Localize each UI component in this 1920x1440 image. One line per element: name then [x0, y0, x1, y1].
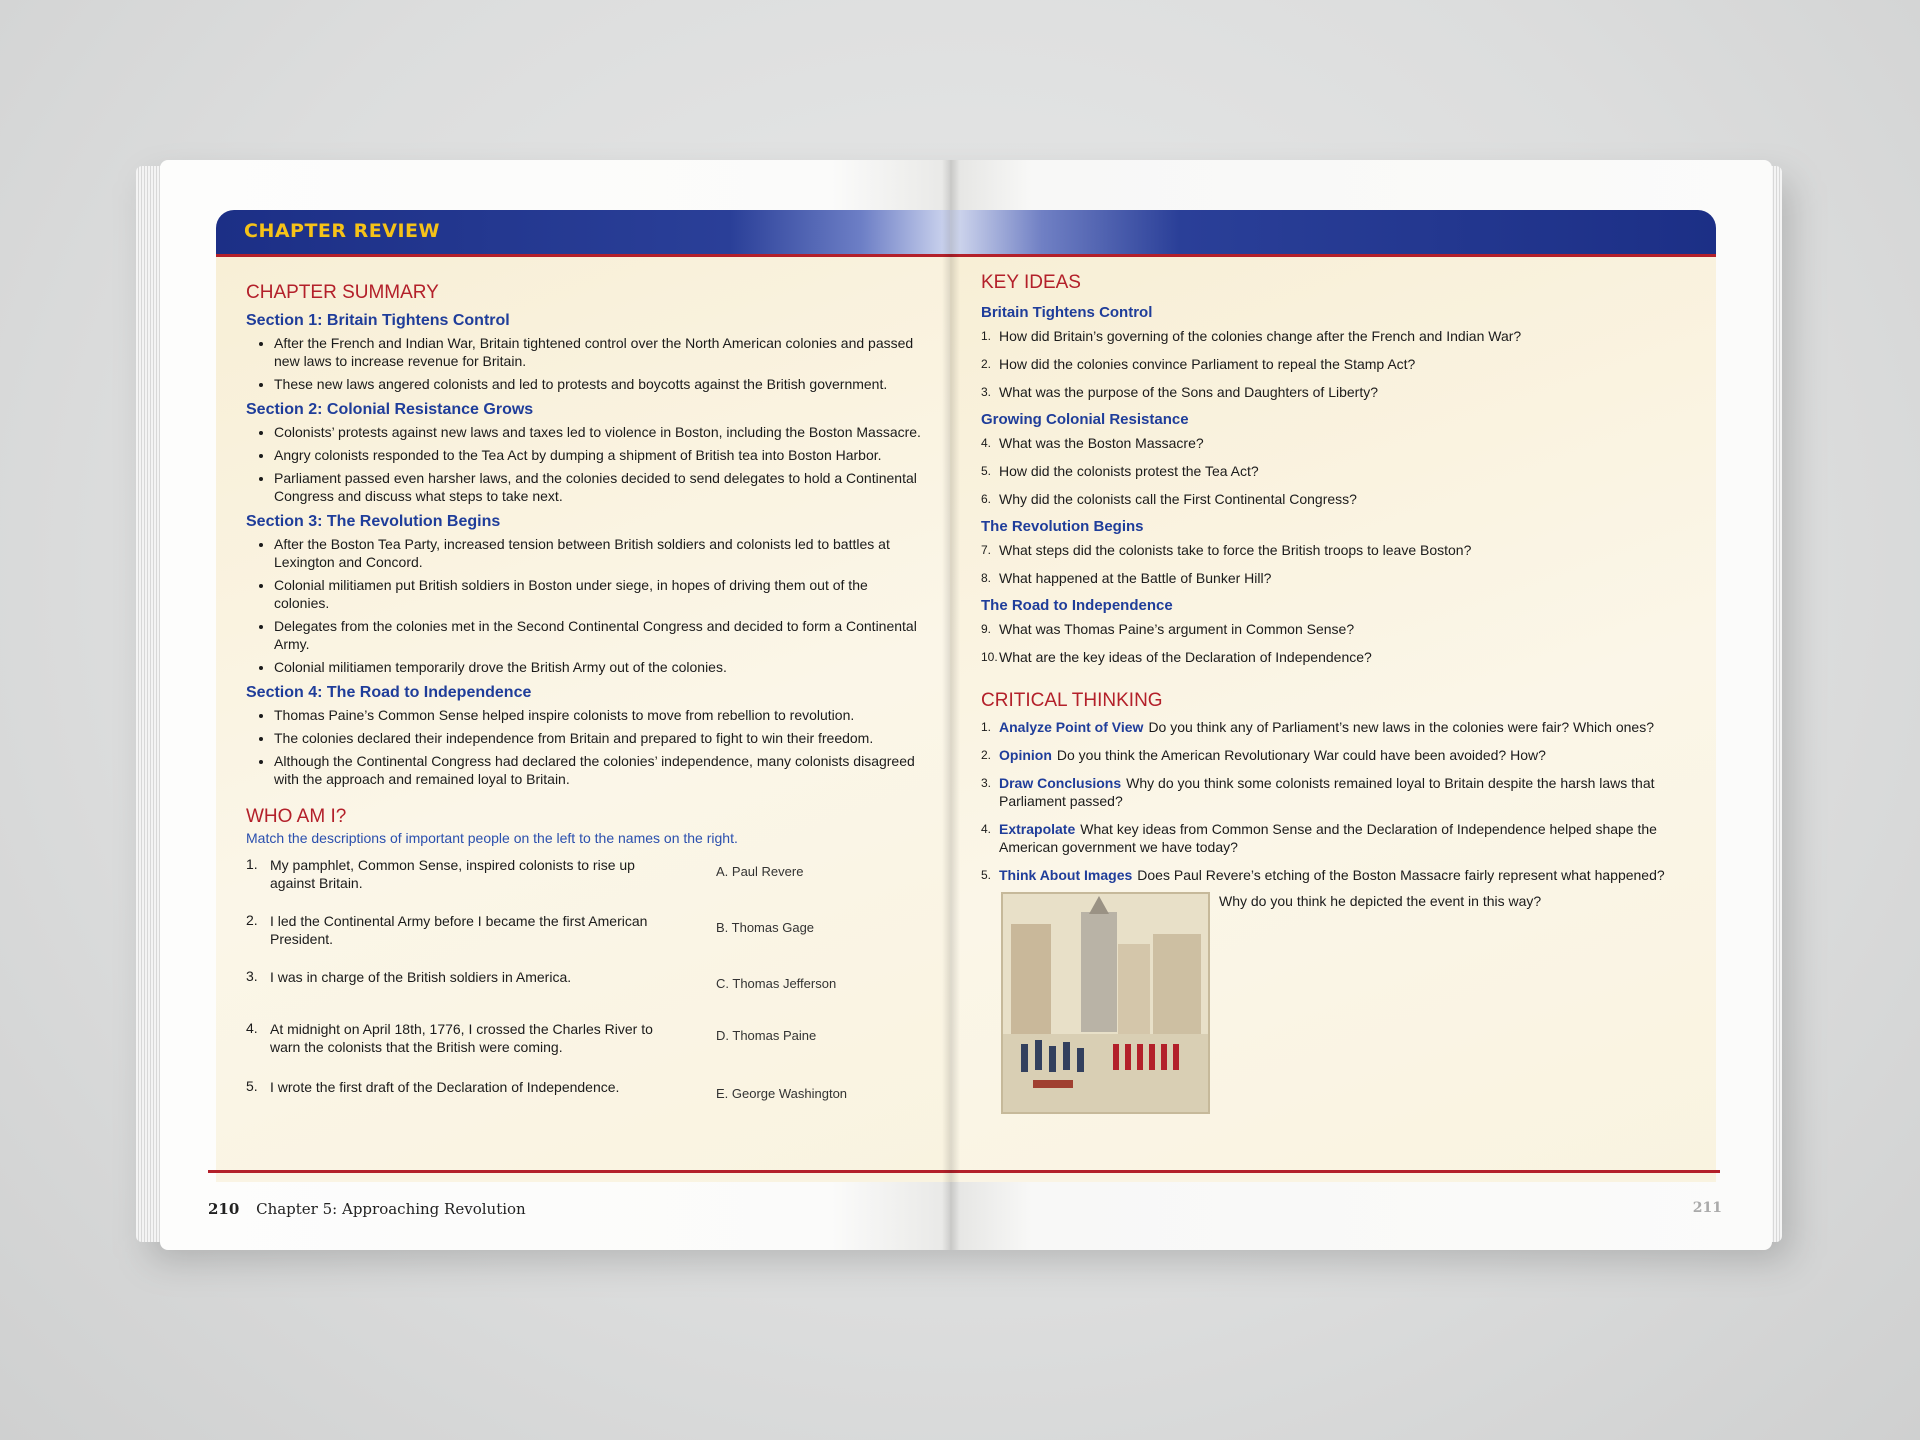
- question-number: 5.: [246, 1078, 258, 1094]
- answer-option: E. George Washington: [716, 1086, 848, 1101]
- question-number: 3.: [246, 968, 258, 984]
- skill-label: Extrapolate: [999, 821, 1076, 837]
- group-title: The Road to Independence: [981, 597, 1173, 614]
- question: [981, 327, 1701, 345]
- question-text: What was the Boston Massacre?: [999, 435, 1204, 451]
- section-title: Section 2: Colonial Resistance Grows: [246, 401, 534, 418]
- question: [981, 355, 1701, 373]
- matching-exercise: [246, 856, 926, 1126]
- answer-option: A. Paul Revere: [716, 864, 804, 879]
- question-text: How did the colonies convince Parliament to repeal the Stamp Act?: [999, 356, 1416, 372]
- bullet-list: [246, 535, 926, 676]
- question-text: Does Paul Revere’s etching of the Boston Massacre fairly represent what happened?: [1137, 867, 1665, 883]
- bullet: • Colonists’ protests against new laws and taxes led to violence in Boston, including the Boston Massacre.: [274, 423, 926, 441]
- question-text: I was in charge of the British soldiers in America.: [270, 969, 572, 985]
- banner-title: CHAPTER REVIEW: [244, 220, 440, 242]
- question-text: Why did the colonists call the First Continental Congress?: [999, 491, 1357, 507]
- question-number: 4.: [981, 822, 992, 836]
- question: [981, 434, 1701, 452]
- bullet: • After the French and Indian War, Britain tightened control over the North American colonies and passed new laws to increase revenue for Britain.: [274, 334, 926, 370]
- question-number: 3.: [981, 776, 992, 790]
- question-number: 3.: [981, 385, 992, 399]
- question: [981, 541, 1701, 559]
- chapter-summary: [246, 282, 926, 1126]
- question-number: 1.: [981, 720, 992, 734]
- bullet: • Delegates from the colonies met in the Second Continental Congress and decided to form a Continental Army.: [274, 617, 926, 653]
- group-title: Growing Colonial Resistance: [981, 411, 1189, 428]
- question-number: 7.: [981, 543, 992, 557]
- question-number: 5.: [981, 868, 992, 882]
- question-text: What steps did the colonists take to force the British troops to leave Boston?: [999, 542, 1472, 558]
- answer-option: C. Thomas Jefferson: [716, 976, 837, 991]
- question-text: My pamphlet, Common Sense, inspired colonists to rise up against Britain.: [270, 857, 635, 891]
- bullet: • Colonial militiamen put British soldiers in Boston under siege, in hopes of driving them out of the colonies.: [274, 576, 926, 612]
- question-list: [981, 327, 1701, 401]
- section-title: Section 3: The Revolution Begins: [246, 513, 501, 530]
- question-number: 4.: [981, 436, 992, 450]
- question-text: What was Thomas Paine’s argument in Common Sense?: [999, 621, 1355, 637]
- question-continuation: Why do you think he depicted the event in this way?: [1219, 893, 1542, 909]
- question-list: [981, 434, 1701, 508]
- page-number: 211: [1692, 1200, 1722, 1216]
- etching-area: [981, 892, 1701, 910]
- question-text: Do you think the American Revolutionary War could have been avoided? How?: [1056, 747, 1546, 763]
- answer-option: B. Thomas Gage: [716, 920, 815, 935]
- summary-heading: CHAPTER SUMMARY: [246, 282, 439, 303]
- skill-label: Opinion: [999, 747, 1052, 763]
- question-number: 8.: [981, 571, 992, 585]
- question-text: What happened at the Battle of Bunker Hill?: [999, 570, 1272, 586]
- question-number: 2.: [246, 912, 258, 928]
- bullet-list: [246, 423, 926, 505]
- bullet: • Thomas Paine’s Common Sense helped inspire colonists to move from rebellion to revolution.: [274, 706, 926, 724]
- critical-question: [981, 866, 1701, 884]
- page-number: 210: [208, 1200, 240, 1218]
- chapter-review-banner: [216, 210, 950, 257]
- question-text: What was the purpose of the Sons and Daughters of Liberty?: [999, 384, 1379, 400]
- question-number: 5.: [981, 464, 992, 478]
- bullet: • Parliament passed even harsher laws, and the colonies decided to send delegates to hold a Continental Congress and discuss what steps to take next.: [274, 469, 926, 505]
- question-text: What key ideas from Common Sense and the Declaration of Independence helped shape the American government we have today?: [999, 821, 1657, 855]
- key-ideas-heading: KEY IDEAS: [981, 272, 1081, 293]
- critical-question: [981, 746, 1701, 764]
- bullet: • Angry colonists responded to the Tea Act by dumping a shipment of British tea into Boston Harbor.: [274, 446, 926, 464]
- question: [981, 383, 1701, 401]
- question: [981, 569, 1701, 587]
- bullet: • Colonial militiamen temporarily drove the British Army out of the colonies.: [274, 658, 926, 676]
- chapter-label: Chapter 5: Approaching Revolution: [256, 1200, 526, 1218]
- bullet: • These new laws angered colonists and led to protests and boycotts against the British government.: [274, 375, 926, 393]
- right-page: [950, 160, 1772, 1250]
- section-title: Section 4: The Road to Independence: [246, 684, 532, 701]
- page-footer: [208, 1200, 526, 1218]
- question-number: 6.: [981, 492, 992, 506]
- skill-label: Analyze Point of View: [999, 719, 1144, 735]
- question: [981, 462, 1701, 480]
- critical-list: [981, 718, 1701, 884]
- left-page: [160, 160, 950, 1250]
- question-number: 1.: [981, 329, 992, 343]
- skill-label: Think About Images: [999, 867, 1133, 883]
- etching-illustration: [1003, 894, 1208, 1112]
- question-text: Why do you think some colonists remained loyal to Britain despite the harsh laws that Parliament passed?: [999, 775, 1655, 809]
- boston-massacre-etching: [1001, 892, 1210, 1114]
- question-text: How did the colonists protest the Tea Act?: [999, 463, 1259, 479]
- question-list: [981, 620, 1701, 666]
- question-number: 4.: [246, 1020, 258, 1036]
- book-spine: [942, 160, 960, 1250]
- group-title: Britain Tightens Control: [981, 304, 1153, 321]
- banner-continuation: [950, 210, 1716, 257]
- bottom-rule: [950, 1170, 1720, 1173]
- question-text: What are the key ideas of the Declaration of Independence?: [999, 649, 1372, 665]
- question: [981, 490, 1701, 508]
- question-number: 1.: [246, 856, 258, 872]
- question: [981, 648, 1701, 666]
- bullet-list: [246, 706, 926, 788]
- section-title: Section 1: Britain Tightens Control: [246, 312, 510, 329]
- question-list: [981, 541, 1701, 587]
- question-number: 2.: [981, 748, 992, 762]
- who-am-i-heading: WHO AM I?: [246, 806, 347, 827]
- question-text: Do you think any of Parliament’s new laws in the colonies were fair? Which ones?: [1148, 719, 1654, 735]
- bullet: • Although the Continental Congress had declared the colonies’ independence, many colonists disagreed with the approach and remained loyal to Britain.: [274, 752, 926, 788]
- question-text: I led the Continental Army before I became the first American President.: [270, 913, 648, 947]
- question-number: 2.: [981, 357, 992, 371]
- critical-thinking-heading: CRITICAL THINKING: [981, 690, 1163, 711]
- question-text: How did Britain’s governing of the colonies change after the French and Indian War?: [999, 328, 1522, 344]
- question-number: 10.: [981, 650, 998, 664]
- critical-question: [981, 820, 1701, 856]
- question-text: I wrote the first draft of the Declaration of Independence.: [270, 1079, 620, 1095]
- bottom-rule: [208, 1170, 950, 1173]
- review-questions: [981, 272, 1701, 910]
- critical-question: [981, 718, 1701, 736]
- question-number: 9.: [981, 622, 992, 636]
- answer-option: D. Thomas Paine: [716, 1028, 817, 1043]
- who-instructions: Match the descriptions of important people on the left to the names on the right.: [246, 830, 738, 846]
- bullet: • The colonies declared their independence from Britain and prepared to fight to win their freedom.: [274, 729, 926, 747]
- question-text: At midnight on April 18th, 1776, I crossed the Charles River to warn the colonists that the British were coming.: [270, 1021, 653, 1055]
- skill-label: Draw Conclusions: [999, 775, 1122, 791]
- bullet: • After the Boston Tea Party, increased tension between British soldiers and colonists led to battles at Lexington and Concord.: [274, 535, 926, 571]
- critical-question: [981, 774, 1701, 810]
- group-title: The Revolution Begins: [981, 518, 1144, 535]
- question: [981, 620, 1701, 638]
- bullet-list: [246, 334, 926, 393]
